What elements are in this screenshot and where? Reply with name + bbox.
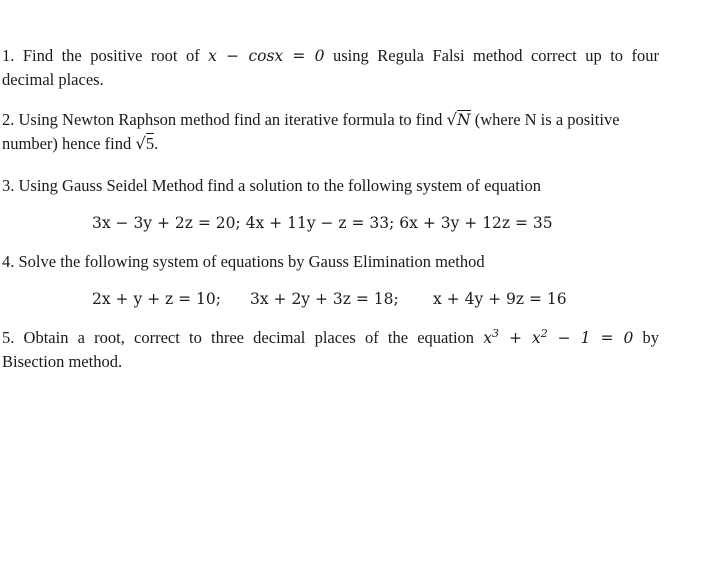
exponent-2: 2 — [540, 326, 548, 340]
question-2-text-end: (where N is a positive — [470, 110, 620, 129]
question-1-line-1 — [2, 44, 659, 68]
question-1 — [2, 44, 659, 92]
question-1-line-2: decimal places. — [2, 70, 104, 89]
question-5-text-start: 5. Obtain a root, correct to three decimal places of the equation — [2, 328, 484, 347]
question-2 — [2, 108, 659, 156]
question-4-equation-1: 2x + y + z = 10; — [92, 290, 221, 308]
question-5-text-end: by — [633, 328, 659, 347]
question-4-equation-2: 3x + 2y + 3z = 18; — [250, 290, 399, 308]
term-x-squared: + x — [498, 329, 541, 347]
question-5 — [2, 326, 659, 374]
question-4-text: 4. Solve the following system of equations by Gauss Elimination method — [2, 252, 485, 271]
question-2-text-start: 2. Using Newton Raphson method find an iterative formula to find — [2, 110, 447, 129]
question-2-radicand-n: N — [457, 111, 471, 129]
sqrt-symbol: √ — [446, 110, 458, 129]
question-1-text-end: using Regula Falsi method correct up to four — [324, 46, 659, 65]
question-3 — [2, 174, 659, 198]
question-1-text-start: 1. Find the positive root of — [2, 46, 209, 65]
question-4-equation-3: x + 4y + 9z = 16 — [433, 290, 567, 308]
term-constant: − 1 = 0 — [547, 329, 634, 347]
question-3-text: 3. Using Gauss Seidel Method find a solution to the following system of equation — [2, 176, 541, 195]
question-1-equation: x − cosx = 0 — [208, 47, 325, 65]
question-2-radicand-5: 5 — [145, 134, 155, 153]
question-5-equation — [483, 326, 634, 347]
question-4 — [2, 250, 659, 274]
question-2-line-2-end: . — [154, 134, 159, 153]
question-2-line-2-start: number) hence find — [2, 134, 136, 153]
question-5-line-2: Bisection method. — [2, 352, 123, 371]
question-5-line-1 — [2, 326, 659, 350]
sqrt-symbol: √ — [135, 134, 146, 153]
exponent-3: 3 — [491, 326, 499, 340]
term-x-cubed: x — [483, 329, 492, 347]
question-3-equation: 3x − 3y + 2z = 20; 4x + 11y − z = 33; 6x + 3y + 12z = 35 — [92, 214, 553, 232]
